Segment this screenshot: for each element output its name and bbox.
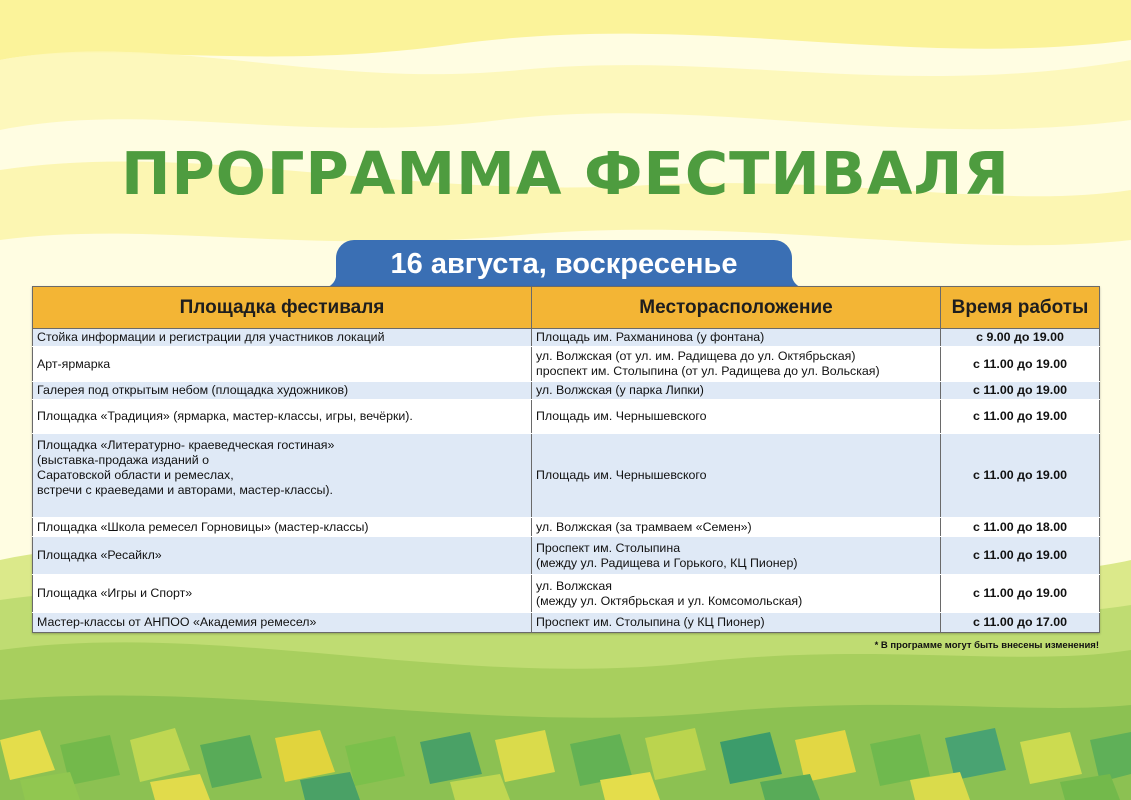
venue-cell: [33, 518, 532, 537]
footnote: * В программе могут быть внесены изменения!: [874, 640, 1099, 651]
time-cell: с 11.00 до 19.00: [941, 347, 1100, 382]
venue-cell: [33, 537, 532, 575]
location-line: ул. Волжская (от ул. им. Радищева до ул. Октябрьская): [536, 349, 856, 363]
location-line: ул. Волжская: [536, 578, 612, 593]
location-line: Площадь им. Чернышевского: [536, 409, 707, 423]
table-row: [33, 434, 1100, 518]
time-cell: с 9.00 до 19.00: [941, 329, 1100, 347]
festival-program-table: [32, 286, 1100, 633]
table-row: [33, 400, 1100, 434]
date-tab: [336, 240, 792, 288]
location-line: ул. Волжская (у парка Липки): [536, 383, 704, 397]
location-line: ул. Волжская (за трамваем «Семен»): [536, 519, 752, 534]
venue-line: Площадка «Школа ремесел Горновицы» (мастер-классы): [37, 519, 369, 534]
time-cell: с 11.00 до 19.00: [941, 434, 1100, 518]
location-line: Площадь им. Рахманинова (у фонтана): [536, 330, 765, 344]
venue-cell: [33, 613, 532, 633]
location-cell: [532, 347, 941, 382]
location-cell: [532, 613, 941, 633]
table-row: [33, 613, 1100, 633]
location-line: Проспект им. Столыпина: [536, 540, 681, 555]
location-line: Площадь им. Чернышевского: [536, 468, 707, 482]
venue-line: Стойка информации и регистрации для участников локаций: [37, 330, 385, 344]
date-label: 16 августа, воскресенье: [390, 248, 738, 280]
location-line: (между ул. Октябрьская и ул. Комсомольская): [536, 593, 803, 608]
time-cell: с 11.00 до 19.00: [941, 537, 1100, 575]
location-line: Проспект им. Столыпина (у КЦ Пионер): [536, 615, 765, 629]
venue-line: (выставка-продажа изданий о: [37, 453, 209, 467]
location-cell: [532, 434, 941, 518]
time-cell: с 11.00 до 18.00: [941, 518, 1100, 537]
location-cell: [532, 400, 941, 434]
time-cell: с 11.00 до 19.00: [941, 400, 1100, 434]
venue-cell: [33, 347, 532, 382]
venue-line: встречи с краеведами и авторами, мастер-классы).: [37, 483, 333, 497]
table-row: [33, 329, 1100, 347]
location-line: (между ул. Радищева и Горького, КЦ Пионер): [536, 555, 798, 570]
time-cell: с 11.00 до 17.00: [941, 613, 1100, 633]
header-location: Месторасположение: [532, 287, 941, 329]
table-row: [33, 347, 1100, 382]
header-time: Время работы: [941, 287, 1100, 329]
venue-line: Площадка «Ресайкл»: [37, 548, 162, 562]
time-cell: с 11.00 до 19.00: [941, 382, 1100, 400]
venue-cell: [33, 434, 532, 518]
location-cell: [532, 329, 941, 347]
venue-cell: [33, 329, 532, 347]
table-row: [33, 575, 1100, 613]
location-cell: [532, 518, 941, 537]
location-cell: [532, 382, 941, 400]
venue-line: Площадка «Игры и Спорт»: [37, 586, 193, 600]
venue-line: Мастер-классы от АНПОО «Академия ремесел»: [37, 615, 317, 629]
time-cell: с 11.00 до 19.00: [941, 575, 1100, 613]
table-row: [33, 518, 1100, 537]
venue-line: Саратовской области и ремеслах,: [37, 468, 234, 482]
venue-cell: [33, 575, 532, 613]
location-line: проспект им. Столыпина (от ул. Радищева до ул. Вольская): [536, 364, 880, 378]
location-cell: [532, 575, 941, 613]
table-row: [33, 537, 1100, 575]
page-title: ПРОГРАММА ФЕСТИВАЛЯ: [121, 139, 1010, 208]
location-cell: [532, 537, 941, 575]
venue-cell: [33, 400, 532, 434]
header-venue: Площадка фестиваля: [33, 287, 532, 329]
venue-line: Площадка «Литературно- краеведческая гостиная»: [37, 438, 335, 452]
venue-cell: [33, 382, 532, 400]
venue-line: Арт-ярмарка: [37, 356, 111, 371]
venue-line: Площадка «Традиция» (ярмарка, мастер-классы, игры, вечёрки).: [37, 409, 413, 423]
table-row: [33, 382, 1100, 400]
venue-line: Галерея под открытым небом (площадка художников): [37, 383, 349, 397]
table-header-row: [33, 287, 1100, 329]
